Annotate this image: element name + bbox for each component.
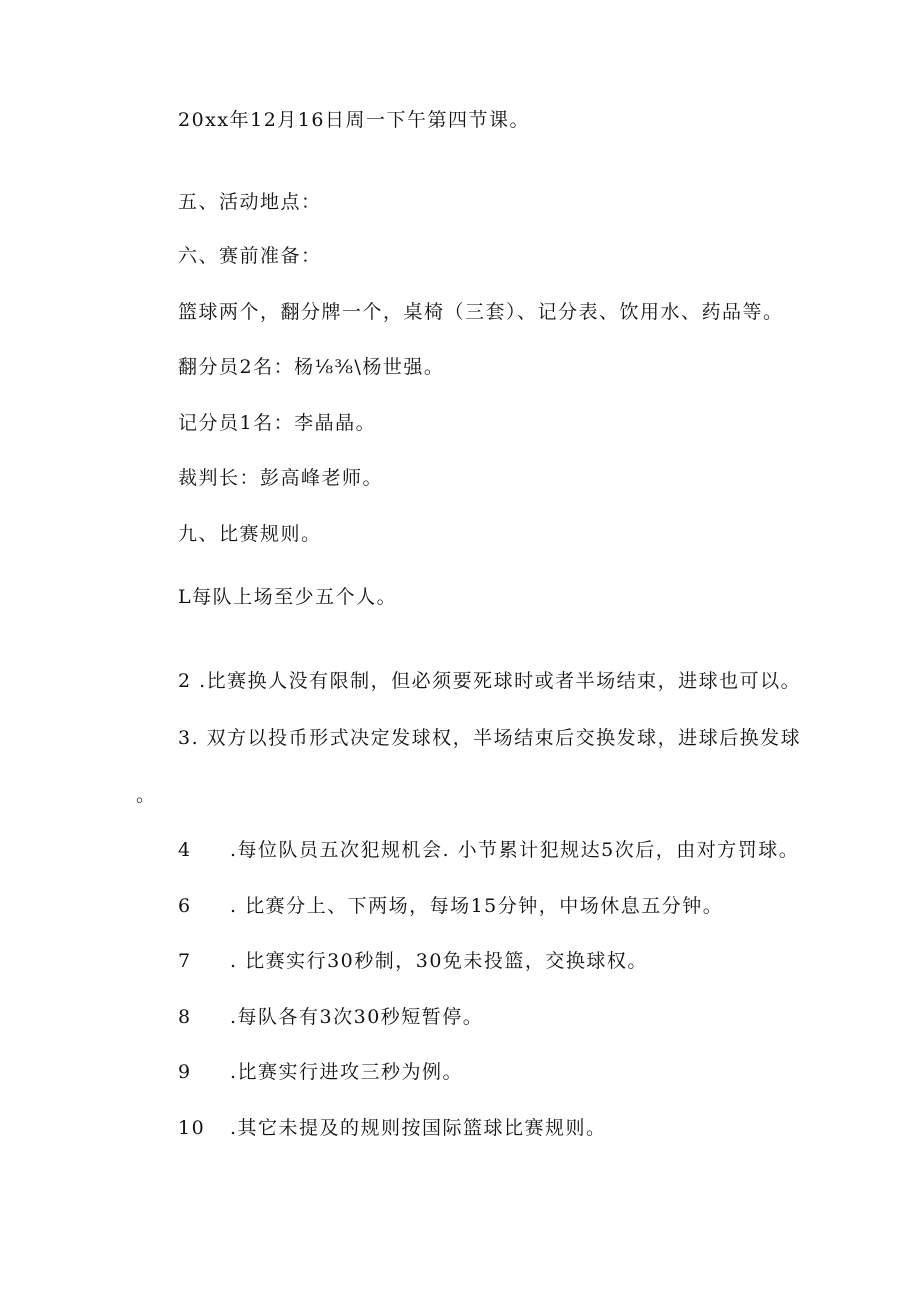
rule-number: 9: [178, 1061, 192, 1083]
section-six-heading: 六、赛前准备：: [178, 245, 322, 267]
equipment-line: 篮球两个，翻分牌一个，桌椅（三套）、记分表、饮用水、药品等。: [178, 301, 784, 323]
rule-text: . 比赛实行30秒制，30免未投篮，交换球权。: [230, 950, 648, 972]
rule-text: .其它未提及的规则按国际篮球比赛规则。: [230, 1117, 607, 1139]
rule-number: 7: [178, 950, 192, 972]
rule-number: 10: [178, 1117, 206, 1139]
rule-3: 3. 双方以投币形式决定发球权，半场结束后交换发球，进球后换发球: [178, 727, 802, 749]
referee-line: 裁判长：彭高峰老师。: [178, 467, 384, 489]
section-nine-heading: 九、比赛规则。: [178, 523, 322, 545]
rule-number: 4: [178, 839, 192, 861]
rule-3-continuation: 。: [136, 784, 156, 806]
scoreboard-staff-line: 翻分员2名：杨⅛⅜\杨世强。: [178, 356, 445, 378]
rule-1: L每队上场至少五个人。: [178, 586, 398, 608]
rule-10: [178, 1115, 607, 1141]
rule-6: [178, 893, 723, 919]
rule-number: 6: [178, 895, 192, 917]
rule-text: . 比赛分上、下两场，每场15分钟，中场休息五分钟。: [230, 895, 724, 917]
rule-number: 8: [178, 1006, 192, 1028]
rule-8: [178, 1004, 483, 1030]
rule-9: [178, 1059, 463, 1085]
schedule-line: 20xx年12月16日周一下午第四节课。: [178, 109, 530, 131]
rule-7: [178, 948, 648, 974]
rule-text: .每位队员五次犯规机会. 小节累计犯规达5次后，由对方罚球。: [230, 839, 800, 861]
scorer-line: 记分员1名：李晶晶。: [178, 412, 377, 434]
rule-4: [178, 837, 799, 863]
rule-2: 2 .比赛换人没有限制，但必须要死球时或者半场结束，进球也可以。: [178, 670, 802, 692]
rule-text: .比赛实行进攻三秒为例。: [230, 1061, 464, 1083]
section-five-heading: 五、活动地点：: [178, 191, 322, 213]
rule-text: .每队各有3次30秒短暂停。: [230, 1006, 484, 1028]
